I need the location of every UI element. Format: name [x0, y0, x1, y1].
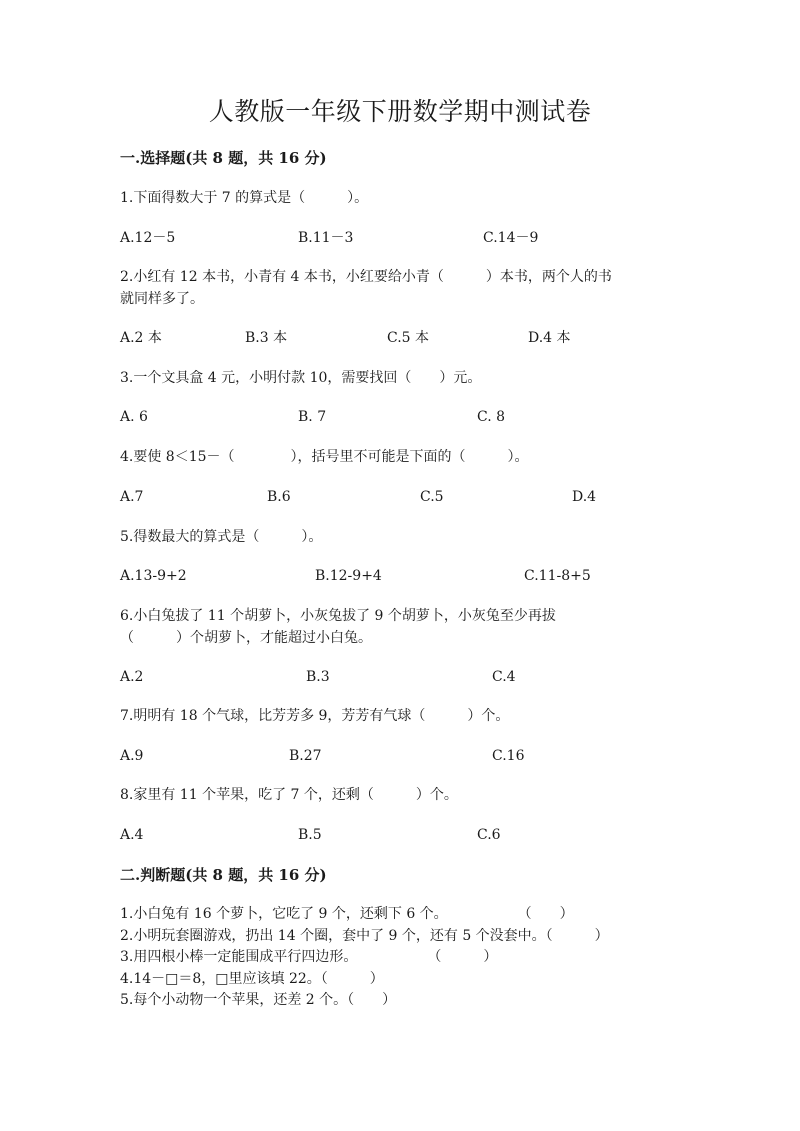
option-a: A.12－5	[120, 230, 176, 246]
option-b: B.3	[306, 669, 330, 685]
judgment-item: 1.小白兔有 16 个萝卜，它吃了 9 个，还剩下 6 个。 （ ）	[120, 906, 574, 922]
option-a: A. 6	[120, 409, 148, 425]
question-stem: 1.下面得数大于 7 的算式是（ ）。	[120, 190, 369, 206]
option-d: D.4 本	[528, 330, 571, 346]
question-stem-continued: （ ）个胡萝卜，才能超过小白兔。	[120, 630, 372, 646]
question-stem: 6.小白兔拔了 11 个胡萝卜，小灰兔拔了 9 个胡萝卜，小灰兔至少再拔	[120, 608, 556, 624]
option-a: A.13-9+2	[120, 568, 187, 584]
option-c: C.16	[492, 748, 525, 764]
option-b: B.5	[298, 827, 322, 843]
judgment-item: 2.小明玩套圈游戏，扔出 14 个圈，套中了 9 个，还有 5 个没套中。（ ）	[120, 928, 609, 944]
option-c: C.14－9	[483, 230, 539, 246]
option-b: B. 7	[298, 409, 327, 425]
option-b: B.12-9+4	[315, 568, 382, 584]
option-b: B.11－3	[298, 230, 354, 246]
option-a: A.2 本	[120, 330, 162, 346]
option-c: C.6	[477, 827, 501, 843]
option-d: D.4	[572, 489, 597, 505]
option-a: A.7	[120, 489, 144, 505]
section-heading-judgment: 二.判断题(共 8 题，共 16 分)	[120, 866, 327, 884]
option-c: C.5 本	[387, 330, 430, 346]
question-stem: 2.小红有 12 本书，小青有 4 本书，小红要给小青（ ）本书，两个人的书	[120, 269, 612, 285]
question-stem: 4.要使 8＜15－（ ），括号里不可能是下面的（ ）。	[120, 449, 529, 465]
option-a: A.9	[120, 748, 144, 764]
option-c: C. 8	[477, 409, 506, 425]
judgment-item: 5.每个小动物一个苹果，还差 2 个。（ ）	[120, 992, 397, 1008]
question-stem: 7.明明有 18 个气球，比芳芳多 9，芳芳有气球（ ）个。	[120, 708, 510, 724]
option-b: B.6	[267, 489, 291, 505]
section-heading-choice: 一.选择题(共 8 题，共 16 分)	[120, 149, 327, 167]
question-stem: 5.得数最大的算式是（ ）。	[120, 529, 323, 545]
option-c: C.5	[420, 489, 444, 505]
question-stem-continued: 就同样多了。	[120, 291, 204, 307]
page-title: 人教版一年级下册数学期中测试卷	[208, 97, 592, 126]
option-c: C.11-8+5	[524, 568, 591, 584]
judgment-item: 4.14－□＝8，□里应该填 22。（ ）	[120, 971, 384, 987]
option-a: A.4	[120, 827, 144, 843]
option-b: B.27	[289, 748, 322, 764]
option-a: A.2	[120, 669, 144, 685]
judgment-item: 3.用四根小棒一定能围成平行四边形。 （ ）	[120, 949, 498, 965]
question-stem: 8.家里有 11 个苹果，吃了 7 个，还剩（ ）个。	[120, 787, 458, 803]
question-stem: 3.一个文具盒 4 元，小明付款 10，需要找回（ ）元。	[120, 370, 482, 386]
option-c: C.4	[492, 669, 516, 685]
option-b: B.3 本	[245, 330, 288, 346]
